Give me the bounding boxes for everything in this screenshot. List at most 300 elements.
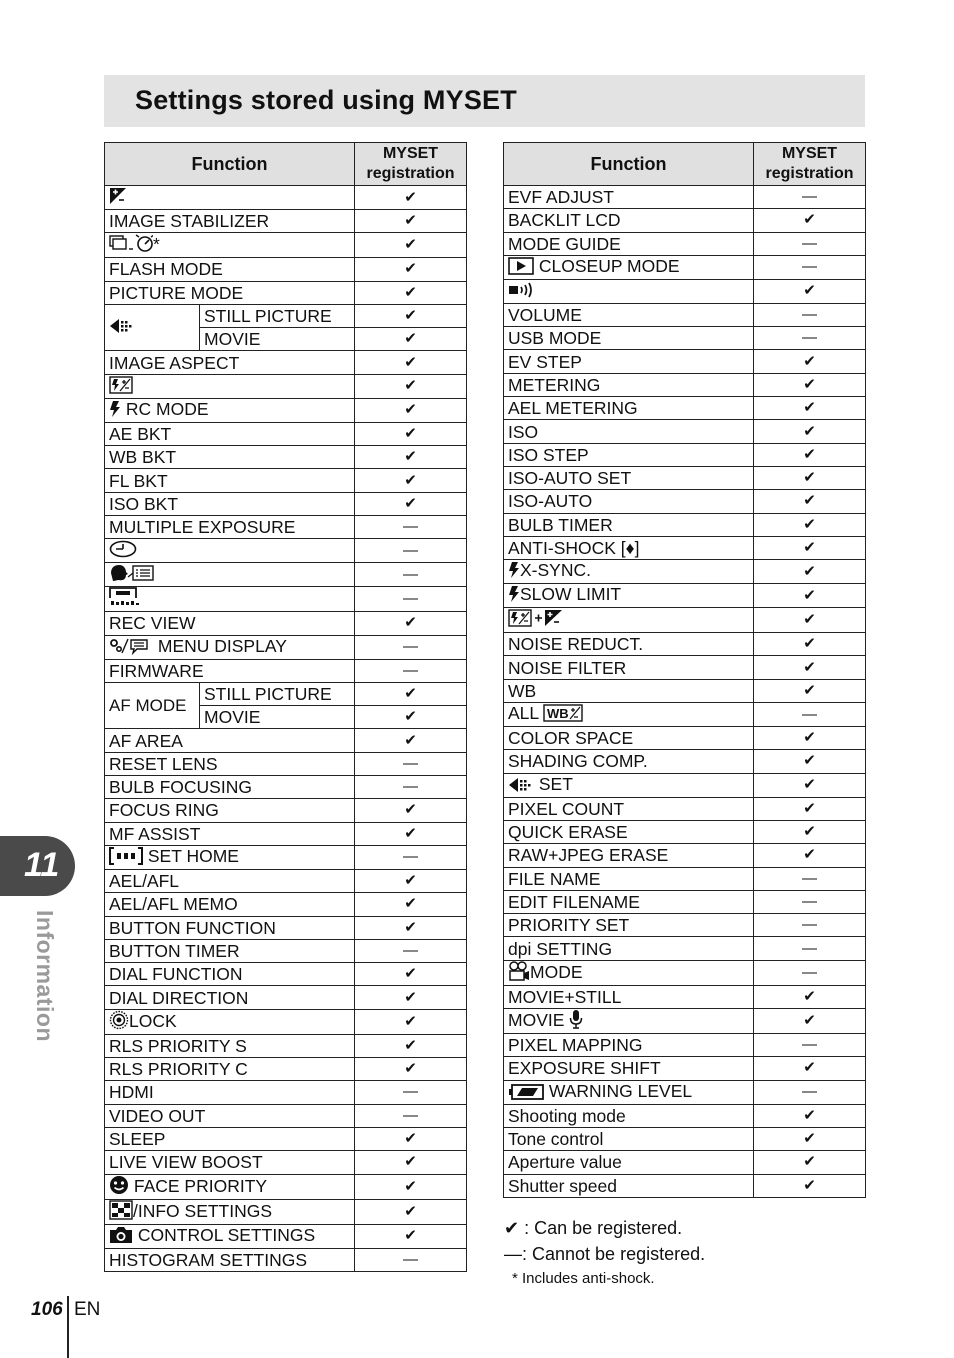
function-label: ISO-AUTO SET	[508, 468, 632, 489]
function-cell	[105, 422, 355, 445]
function-label: ANTI-SHOCK [♦]	[508, 538, 640, 558]
table-row	[504, 960, 866, 985]
myset-mark: ✔	[754, 727, 866, 750]
myset-mark: ✔	[355, 186, 467, 210]
dial-icon	[109, 1010, 129, 1034]
function-label: CONTROL SETTINGS	[133, 1224, 316, 1245]
chapter-label: Information	[32, 910, 58, 1042]
myset-mark: ✔	[754, 985, 866, 1008]
flash-icon	[508, 585, 520, 607]
function-label: BUTTON FUNCTION	[109, 917, 276, 938]
table-row	[105, 635, 467, 659]
function-cell	[200, 706, 355, 729]
myset-mark: —	[754, 937, 866, 960]
function-cell	[504, 844, 754, 867]
table-row	[504, 279, 866, 303]
function-cell	[504, 797, 754, 820]
function-cell	[504, 255, 754, 279]
table-row	[504, 186, 866, 209]
function-cell	[105, 469, 355, 492]
myset-mark: ✔	[754, 350, 866, 373]
group-cell	[105, 304, 200, 351]
function-label: AEL METERING	[508, 398, 638, 419]
myset-mark: ✔	[355, 799, 467, 822]
function-cell	[105, 939, 355, 962]
table-row	[105, 1081, 467, 1104]
function-cell	[504, 443, 754, 466]
table-row	[105, 1248, 467, 1271]
function-cell	[504, 985, 754, 1008]
table-row	[105, 1058, 467, 1081]
table-row	[504, 608, 866, 633]
function-header: Function	[105, 143, 355, 186]
myset-mark: —	[754, 703, 866, 727]
table-row	[105, 515, 467, 538]
function-cell	[504, 960, 754, 985]
function-label: BUTTON TIMER	[109, 940, 240, 961]
table-row	[504, 420, 866, 443]
function-label: SLEEP	[109, 1129, 166, 1150]
table-row	[504, 209, 866, 232]
function-label: PIXEL COUNT	[508, 798, 625, 819]
table-row	[105, 612, 467, 635]
function-cell	[105, 233, 355, 258]
myset-mark: ✔	[355, 398, 467, 422]
microphone-icon	[569, 1009, 583, 1033]
function-label: PIXEL MAPPING	[508, 1035, 643, 1056]
myset-header-line1: MYSET	[382, 145, 439, 162]
function-label: X-SYNC.	[520, 560, 591, 581]
left-function-table	[104, 142, 467, 1272]
movie-camera-icon	[508, 961, 530, 985]
function-cell	[200, 304, 355, 327]
exposure-comp-icon	[109, 187, 127, 209]
table-row	[105, 845, 467, 869]
myset-mark: ✔	[355, 893, 467, 916]
function-cell	[105, 374, 355, 398]
table-row	[105, 1104, 467, 1127]
table-row	[504, 656, 866, 679]
table-row	[504, 914, 866, 937]
function-cell	[105, 492, 355, 515]
function-label: AEL/AFL MEMO	[109, 894, 238, 915]
function-cell	[105, 729, 355, 752]
function-cell	[105, 822, 355, 845]
function-label: LIVE VIEW BOOST	[109, 1152, 263, 1173]
monitor-adjust-icon	[109, 587, 141, 611]
page-title: Settings stored using MYSET	[135, 85, 517, 115]
function-label: WB	[508, 680, 537, 701]
flash-comp-icon	[109, 376, 133, 398]
table-header-row	[105, 143, 467, 186]
function-cell	[105, 916, 355, 939]
table-row	[504, 679, 866, 702]
myset-mark: ✔	[754, 1127, 866, 1150]
table-row	[504, 1104, 866, 1127]
myset-header	[355, 143, 467, 186]
myset-mark: ✔	[355, 492, 467, 515]
table-row	[105, 799, 467, 822]
myset-mark: —	[355, 776, 467, 799]
function-label: USB MODE	[508, 328, 602, 349]
function-label: DIAL DIRECTION	[109, 987, 249, 1008]
function-cell	[504, 608, 754, 633]
table-row	[105, 446, 467, 469]
table-row	[504, 373, 866, 396]
myset-mark: ✔	[355, 916, 467, 939]
function-label: MOVIE+STILL	[508, 986, 622, 1007]
function-cell	[105, 1224, 355, 1248]
myset-mark: —	[355, 1104, 467, 1127]
function-label: FACE PRIORITY	[129, 1175, 268, 1196]
function-label: ISO BKT	[109, 493, 179, 514]
function-label: HISTOGRAM SETTINGS	[109, 1249, 308, 1270]
function-cell	[105, 635, 355, 659]
myset-mark: ✔	[754, 633, 866, 656]
function-cell	[504, 584, 754, 608]
function-label: RLS PRIORITY S	[109, 1035, 247, 1056]
table-row	[504, 1009, 866, 1034]
myset-mark: ✔	[754, 1057, 866, 1080]
function-cell	[105, 1058, 355, 1081]
myset-mark: —	[355, 752, 467, 775]
function-label: SET	[534, 773, 573, 794]
table-row	[105, 939, 467, 962]
function-cell	[105, 1199, 355, 1224]
function-label: VOLUME	[508, 305, 582, 326]
function-label: ISO-AUTO	[508, 491, 593, 512]
myset-mark: ✔	[754, 773, 866, 797]
function-cell	[504, 373, 754, 396]
myset-mark: —	[355, 635, 467, 659]
myset-mark: ✔	[754, 209, 866, 232]
myset-mark: —	[355, 1248, 467, 1271]
function-label: NOISE REDUCT.	[508, 634, 644, 655]
table-row	[105, 869, 467, 892]
function-cell	[105, 1174, 355, 1199]
function-cell	[504, 209, 754, 232]
function-label: WARNING LEVEL	[544, 1080, 693, 1101]
function-cell	[504, 1151, 754, 1174]
function-cell	[504, 679, 754, 702]
function-label: MF ASSIST	[109, 823, 201, 844]
function-label: STILL PICTURE	[204, 306, 332, 327]
group-label: AF MODE	[109, 695, 187, 715]
myset-header-line1: MYSET	[781, 145, 838, 162]
wb-comp-icon	[543, 704, 583, 726]
function-cell	[504, 560, 754, 584]
function-label: MODE	[530, 961, 583, 982]
function-cell	[105, 1127, 355, 1150]
myset-mark: ✔	[355, 374, 467, 398]
table-row	[504, 890, 866, 913]
myset-mark: —	[754, 914, 866, 937]
function-cell	[105, 186, 355, 210]
myset-mark: —	[754, 303, 866, 326]
function-label: BULB FOCUSING	[109, 777, 252, 798]
table-row	[504, 727, 866, 750]
table-row	[105, 822, 467, 845]
function-label: LOCK	[129, 1010, 177, 1031]
table-row	[105, 492, 467, 515]
function-cell	[105, 776, 355, 799]
function-label: SLOW LIMIT	[520, 584, 622, 605]
function-label: RC MODE	[121, 398, 209, 419]
function-label: METERING	[508, 374, 601, 395]
function-label: BULB TIMER	[508, 514, 613, 535]
myset-mark: ✔	[355, 1009, 467, 1034]
function-label: RAW+JPEG ERASE	[508, 845, 669, 866]
function-cell	[504, 1034, 754, 1057]
myset-mark: ✔	[754, 1151, 866, 1174]
myset-mark: ✔	[754, 1104, 866, 1127]
myset-mark: ✔	[754, 1174, 866, 1197]
myset-mark: ✔	[754, 560, 866, 584]
table-row	[504, 350, 866, 373]
table-row	[504, 397, 866, 420]
table-row	[105, 304, 467, 327]
table-row	[504, 490, 866, 513]
function-cell	[504, 513, 754, 536]
function-label: MOVIE	[204, 329, 261, 350]
function-label: FL BKT	[109, 470, 168, 491]
svg-text:WB: WB	[547, 706, 570, 722]
footer-divider	[67, 1296, 69, 1358]
af-target-icon	[109, 847, 143, 869]
table-row	[105, 210, 467, 233]
right-function-table	[503, 142, 866, 1198]
function-label: IMAGE ASPECT	[109, 352, 240, 373]
myset-mark: ✔	[355, 446, 467, 469]
function-cell	[105, 869, 355, 892]
flash-icon	[508, 561, 520, 583]
myset-mark: —	[355, 845, 467, 869]
table-row	[504, 1174, 866, 1197]
function-label: EXPOSURE SHIFT	[508, 1058, 661, 1079]
myset-mark: —	[355, 1081, 467, 1104]
function-cell	[504, 490, 754, 513]
function-label: REC VIEW	[109, 613, 196, 634]
myset-mark: ✔	[754, 466, 866, 489]
myset-header	[754, 143, 866, 186]
myset-mark: ✔	[754, 656, 866, 679]
myset-mark: ✔	[355, 328, 467, 351]
group-cell	[105, 682, 200, 729]
myset-mark: ✔	[355, 612, 467, 635]
function-cell	[504, 232, 754, 255]
myset-header-line2: registration	[366, 165, 455, 182]
myset-mark: ✔	[355, 1058, 467, 1081]
function-cell	[200, 682, 355, 705]
table-row	[105, 1199, 467, 1224]
function-label: PRIORITY SET	[508, 915, 630, 936]
table-row	[105, 539, 467, 563]
function-cell	[504, 727, 754, 750]
function-cell	[504, 1080, 754, 1104]
function-label: FIRMWARE	[109, 660, 204, 681]
myset-mark: ✔	[355, 1034, 467, 1057]
table-row	[504, 255, 866, 279]
myset-mark: —	[754, 867, 866, 890]
function-cell	[105, 893, 355, 916]
function-label: FOCUS RING	[109, 800, 219, 821]
table-row	[105, 1224, 467, 1248]
table-row	[105, 587, 467, 612]
function-cell	[504, 1057, 754, 1080]
function-label: SET HOME	[143, 845, 239, 866]
function-cell	[105, 845, 355, 869]
myset-mark: —	[355, 563, 467, 587]
beep-icon	[508, 281, 538, 303]
table-row	[105, 752, 467, 775]
function-cell	[105, 1009, 355, 1034]
myset-mark: ✔	[754, 797, 866, 820]
table-row	[105, 281, 467, 304]
myset-mark: ✔	[754, 279, 866, 303]
myset-mark: ✔	[754, 679, 866, 702]
function-label: VIDEO OUT	[109, 1105, 206, 1126]
myset-mark: ✔	[355, 1151, 467, 1174]
function-cell	[105, 752, 355, 775]
table-row	[105, 1127, 467, 1150]
function-cell	[504, 937, 754, 960]
table-row	[105, 186, 467, 210]
function-cell	[504, 750, 754, 773]
function-label: BACKLIT LCD	[508, 210, 621, 231]
function-label: Aperture value	[508, 1152, 622, 1173]
myset-mark: —	[754, 232, 866, 255]
function-label: HDMI	[109, 1082, 154, 1103]
function-label: ALL	[508, 703, 544, 724]
myset-mark: ✔	[355, 869, 467, 892]
table-row	[504, 303, 866, 326]
myset-mark: ✔	[355, 304, 467, 327]
function-label: SHADING COMP.	[508, 751, 648, 772]
table-row	[105, 1009, 467, 1034]
function-label: MODE GUIDE	[508, 233, 621, 254]
myset-mark: ✔	[355, 1174, 467, 1199]
myset-header-line2: registration	[765, 165, 854, 182]
function-cell	[105, 986, 355, 1009]
function-cell	[105, 1034, 355, 1057]
function-cell	[504, 279, 754, 303]
function-label: Shooting mode	[508, 1105, 626, 1126]
table-row	[105, 963, 467, 986]
myset-mark: —	[355, 939, 467, 962]
function-cell	[105, 563, 355, 587]
myset-mark: ✔	[754, 844, 866, 867]
custom-menu-icon	[109, 637, 153, 659]
function-label: MOVIE	[204, 707, 261, 728]
table-row	[105, 563, 467, 587]
myset-mark: ✔	[355, 422, 467, 445]
function-cell	[105, 515, 355, 538]
camera-icon	[109, 1226, 133, 1248]
table-row	[105, 258, 467, 281]
function-cell	[504, 1009, 754, 1034]
myset-mark: ✔	[754, 373, 866, 396]
table-row	[105, 659, 467, 682]
function-label: RESET LENS	[109, 753, 218, 774]
function-label: dpi SETTING	[508, 938, 613, 959]
myset-mark: —	[754, 327, 866, 350]
table-row	[105, 1174, 467, 1199]
function-label: AE BKT	[109, 423, 172, 444]
myset-mark: ✔	[355, 963, 467, 986]
function-cell	[504, 350, 754, 373]
function-cell	[504, 397, 754, 420]
myset-mark: ✔	[355, 281, 467, 304]
myset-mark: —	[355, 587, 467, 612]
function-cell	[504, 1127, 754, 1150]
table-row	[504, 820, 866, 843]
myset-mark: ✔	[355, 682, 467, 705]
chapter-tab	[0, 836, 75, 896]
myset-mark: ✔	[754, 820, 866, 843]
function-label: FLASH MODE	[109, 259, 223, 280]
function-label: Tone control	[508, 1129, 604, 1150]
table-row	[504, 985, 866, 1008]
table-row	[105, 729, 467, 752]
function-cell	[105, 398, 355, 422]
myset-mark: ✔	[355, 986, 467, 1009]
table-row	[504, 633, 866, 656]
table-row	[504, 232, 866, 255]
myset-mark: —	[754, 186, 866, 209]
table-row	[105, 682, 467, 705]
flash-plus-exposure-icon	[508, 608, 564, 632]
table-row	[105, 351, 467, 374]
table-row	[504, 466, 866, 489]
function-cell	[504, 420, 754, 443]
myset-mark: —	[355, 659, 467, 682]
drive-selftimer-icon	[109, 233, 153, 257]
function-label: FILE NAME	[508, 868, 601, 889]
myset-mark: —	[754, 1034, 866, 1057]
function-cell	[504, 327, 754, 350]
myset-mark: ✔	[754, 443, 866, 466]
myset-mark: —	[754, 960, 866, 985]
function-cell	[504, 703, 754, 727]
table-row	[504, 1057, 866, 1080]
function-label: AF AREA	[109, 730, 183, 751]
right-table-body	[504, 186, 866, 1198]
table-row	[105, 233, 467, 258]
battery-icon	[508, 1084, 544, 1104]
function-cell	[105, 351, 355, 374]
function-cell	[504, 466, 754, 489]
function-label: EVF ADJUST	[508, 187, 614, 208]
table-row	[504, 1034, 866, 1057]
chapter-number: 11	[24, 846, 60, 884]
function-cell	[105, 963, 355, 986]
myset-mark: ✔	[754, 397, 866, 420]
function-cell	[105, 659, 355, 682]
table-row	[504, 513, 866, 536]
legend-cannot: —: Cannot be registered.	[504, 1244, 706, 1264]
function-label: MULTIPLE EXPOSURE	[109, 517, 296, 538]
function-label: RLS PRIORITY C	[109, 1059, 248, 1080]
flash-icon	[109, 400, 121, 422]
clock-icon	[109, 540, 137, 562]
playback-icon	[508, 257, 534, 279]
function-cell	[105, 587, 355, 612]
myset-mark: ✔	[754, 1009, 866, 1034]
function-label: /INFO SETTINGS	[133, 1200, 273, 1221]
function-cell	[105, 539, 355, 563]
function-cell	[105, 612, 355, 635]
function-cell	[105, 258, 355, 281]
